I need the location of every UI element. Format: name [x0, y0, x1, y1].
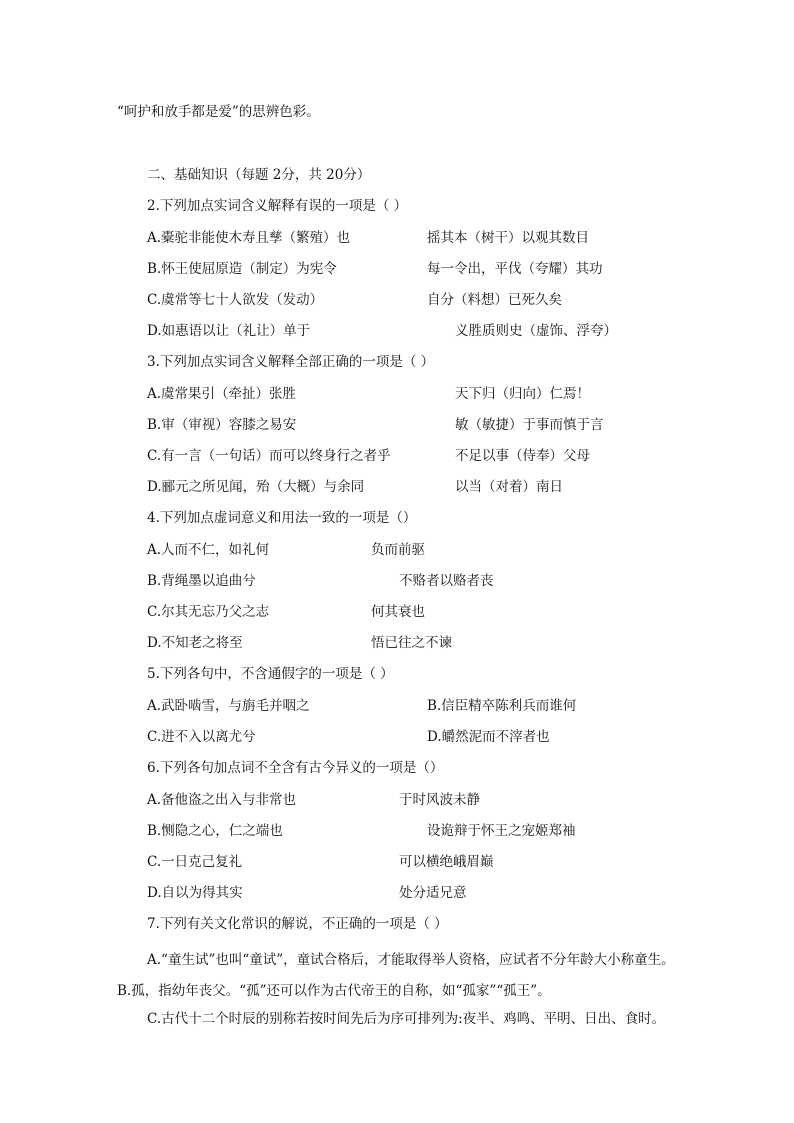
- q3-stem: 3.下列加点实词含义解释全部正确的一项是（ ）: [147, 354, 435, 370]
- q3-option-b-right: 敏（敏捷）于事而慎于言: [455, 417, 604, 433]
- q6-option-a-right: 于时风波未静: [399, 792, 480, 808]
- q3-option-c-right: 不足以事（侍奉）父母: [455, 448, 590, 464]
- q4-option-b-right: 不赂者以赂者丧: [399, 573, 494, 589]
- q7-paragraph-a-b: A.“童生试”也叫“童试”，童试合格后，才能取得举人资格，应试者不分年龄大小称童生。B.孤，指幼年丧父。“孤”还可以作为古代帝王的自称，如“孤家”“孤王”。: [117, 952, 675, 999]
- q5-option-b: B.信臣精卒陈利兵而谁何: [427, 698, 577, 714]
- q4-option-a-left: A.人而不仁，如礼何: [147, 542, 270, 558]
- q6-option-a-left: A.备他盗之出入与非常也: [147, 792, 297, 808]
- q2-option-c-right: 自分（料想）已死久矣: [427, 292, 562, 308]
- q6-stem: 6.下列各句加点词不全含有古今异义的一项是（）: [147, 760, 444, 776]
- q2-option-a-right: 摇其本（树干）以观其数目: [427, 230, 589, 246]
- q2-option-b-right: 每一令出，平伐（夸耀）其功: [427, 261, 603, 277]
- q4-option-b-left: B.背绳墨以追曲兮: [147, 573, 256, 589]
- q2-option-a-left: A.橐驼非能使木寿且孳（繁殖）也: [147, 230, 351, 246]
- q6-option-c-left: C.一日克己复礼: [147, 854, 243, 870]
- q3-option-a-right: 天下归（归向）仁焉！: [455, 386, 590, 402]
- q3-option-d-left: D.郦元之所见闻，殆（大概）与余同: [147, 479, 365, 495]
- q2-option-d-left: D.如惠语以让（礼让）单于: [147, 323, 311, 339]
- q3-option-b-left: B.审（审视）容膝之易安: [147, 417, 297, 433]
- section-title: 二、基础知识（每题 2分，共 20分）: [147, 167, 371, 183]
- q4-option-d-left: D.不知老之将至: [147, 635, 243, 651]
- q2-stem: 2.下列加点实词含义解释有误的一项是（ ）: [147, 198, 408, 214]
- q5-option-a: A.武卧啮雪，与旃毛并咽之: [147, 698, 310, 714]
- q5-stem: 5.下列各句中，不含通假字的一项是（ ）: [147, 666, 394, 682]
- q6-option-d-left: D.自以为得其实: [147, 885, 243, 901]
- q4-option-a-right: 负而前驱: [371, 542, 425, 558]
- q4-stem: 4.下列加点虚词意义和用法一致的一项是（）: [147, 510, 417, 526]
- q6-option-b-left: B.恻隐之心，仁之端也: [147, 823, 283, 839]
- intro-fragment: “呵护和放手都是爱”的思辨色彩。: [117, 104, 320, 120]
- q4-option-c-right: 何其衰也: [371, 604, 425, 620]
- q6-option-b-right: 设诡辩于怀王之宠姬郑袖: [427, 823, 576, 839]
- q4-option-c-left: C.尔其无忘乃父之志: [147, 604, 270, 620]
- q3-option-a-left: A.虞常果引（牵扯）张胜: [147, 386, 297, 402]
- q5-option-d: D.皭然泥而不滓者也: [427, 729, 550, 745]
- q6-option-d-right: 处分适兄意: [399, 885, 467, 901]
- q5-option-c: C.进不入以离尤兮: [147, 729, 256, 745]
- q6-option-c-right: 可以横绝峨眉巅: [399, 854, 494, 870]
- q2-option-b-left: B.怀王使屈原造（制定）为宪令: [147, 261, 337, 277]
- q2-option-d-right: 义胜质则史（虚饰、浮夸）: [455, 323, 617, 339]
- q2-option-c-left: C.虞常等七十人欲发（发动）: [147, 292, 324, 308]
- q3-option-d-right: 以当（对着）南日: [455, 479, 563, 495]
- q7-stem: 7.下列有关文化常识的解说，不正确的一项是（ ）: [147, 916, 448, 932]
- q4-option-d-right: 悟已往之不谏: [371, 635, 452, 651]
- q7-paragraph-c: C.古代十二个时辰的别称若按时间先后为序可排列为:夜半、鸡鸣、平明、日出、食时。: [147, 1011, 666, 1027]
- q3-option-c-left: C.有一言（一句话）而可以终身行之者乎: [147, 448, 391, 464]
